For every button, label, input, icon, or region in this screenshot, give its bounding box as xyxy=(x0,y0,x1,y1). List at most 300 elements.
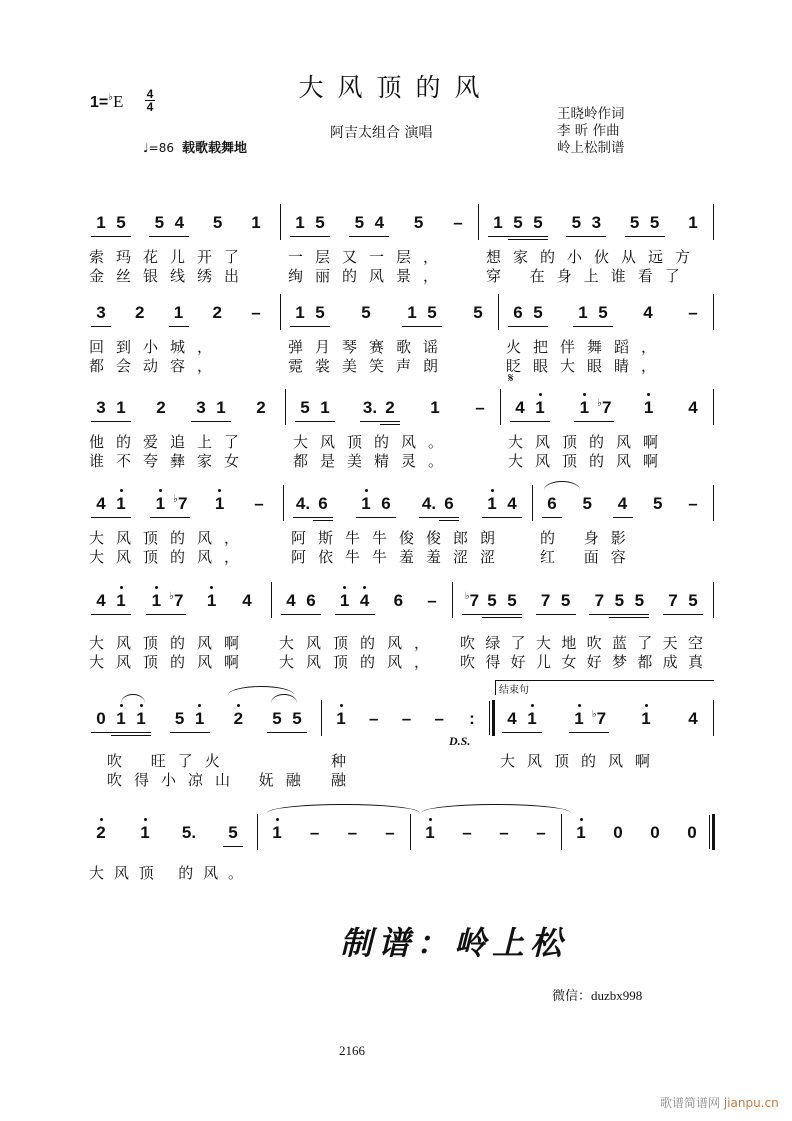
note-group xyxy=(683,212,703,234)
note-group xyxy=(249,493,269,515)
lyric-line-1: 的 身影 xyxy=(540,529,638,547)
note-group xyxy=(462,708,482,730)
note-group xyxy=(683,302,703,324)
barline xyxy=(478,204,479,240)
barline xyxy=(257,814,258,850)
wechat-contact: 微信：duzbx998 xyxy=(552,988,643,1003)
dash-note: – xyxy=(309,823,320,842)
measure xyxy=(275,590,448,624)
lyric-line-1: 阿斯牛牛俊俊郎朗 xyxy=(291,529,508,547)
dash-note: – xyxy=(347,823,358,842)
note-group xyxy=(356,302,376,324)
note: 6 xyxy=(439,493,459,515)
note: 1 xyxy=(573,302,593,324)
note-group xyxy=(91,302,111,324)
note-group xyxy=(625,212,665,234)
note: 1 xyxy=(488,212,508,234)
mood-marking: 载歌载舞地 xyxy=(181,141,247,156)
note-group xyxy=(682,822,702,844)
note: 0 xyxy=(687,823,697,842)
high-octave-dot xyxy=(120,489,123,492)
note: 5 xyxy=(413,213,424,232)
note: 3 xyxy=(91,302,111,324)
high-octave-dot xyxy=(218,489,221,492)
lyric-line-1: 大风顶的风， xyxy=(279,634,442,652)
note: 1 xyxy=(639,397,659,419)
note: 1 xyxy=(530,397,550,419)
note: 1 xyxy=(335,590,355,612)
note-group xyxy=(170,708,210,730)
note-group xyxy=(135,822,155,844)
note: 1 xyxy=(574,397,594,419)
lyric-line-2: 霓裳美笑声朗 xyxy=(288,357,451,375)
note-group xyxy=(210,493,230,515)
watermark xyxy=(660,1094,779,1111)
credits xyxy=(557,106,625,157)
note: 1 xyxy=(135,822,155,844)
note-group xyxy=(508,302,548,324)
lyric-line-2: 融 xyxy=(331,771,347,789)
note: 4 xyxy=(613,493,633,515)
note: 3 xyxy=(586,212,606,234)
note-group xyxy=(510,397,550,419)
note-group xyxy=(462,590,522,612)
note-group xyxy=(502,708,542,730)
note: 5 xyxy=(349,212,369,234)
barline xyxy=(713,485,714,521)
note-group xyxy=(571,822,591,844)
high-octave-dot xyxy=(580,818,583,821)
note-group xyxy=(305,822,325,844)
note: 1 xyxy=(190,708,210,730)
note: 1 xyxy=(571,822,591,844)
note: 4 xyxy=(502,708,522,730)
barline xyxy=(271,582,272,618)
barline xyxy=(713,389,714,425)
note: 4 xyxy=(643,303,653,322)
note-group xyxy=(542,493,562,515)
note: 5 xyxy=(582,494,592,513)
high-octave-dot xyxy=(645,704,648,707)
note: ♭7 xyxy=(166,590,186,612)
staff-system xyxy=(85,685,715,789)
note-group xyxy=(482,493,522,515)
note: 3 xyxy=(191,397,211,419)
note-group xyxy=(419,493,459,515)
lyric-line-1: 大风顶的风啊 xyxy=(508,433,671,451)
note: 6 xyxy=(393,591,404,610)
time-bottom: 4 xyxy=(146,100,154,114)
lyric-line-2: 大风顶的风啊 xyxy=(89,653,252,671)
note-group xyxy=(207,302,227,324)
lyric-line-2: 大风顶的风， xyxy=(279,653,442,671)
lyric-line-1: 一层又一层， xyxy=(288,248,451,266)
note: 5 xyxy=(287,708,307,730)
lyric-line-2: 红 面容 xyxy=(540,548,638,566)
note: 5 xyxy=(482,590,502,612)
dash-note: – xyxy=(434,709,444,728)
note-group xyxy=(149,212,189,234)
lyric-line-1: 大风顶的风， xyxy=(89,529,252,547)
note: 5 xyxy=(295,397,315,419)
note: 1 xyxy=(251,213,261,232)
high-octave-dot xyxy=(539,393,542,396)
lyricist-credit: 王晓岭作词 xyxy=(557,106,625,122)
lyric-line-1: 大风顶的风啊 xyxy=(500,752,663,770)
composer-credit: 李 昕 作曲 xyxy=(557,123,620,139)
dash-note: – xyxy=(453,213,463,232)
barline xyxy=(280,204,281,240)
lyric-line-1: 索玛花儿开了 xyxy=(89,248,252,266)
high-octave-dot xyxy=(120,704,123,707)
dash-note: – xyxy=(251,303,261,322)
note-group xyxy=(494,822,514,844)
lyric-line-1: 他的爱追上了 xyxy=(89,433,252,451)
barline xyxy=(452,582,453,618)
barline xyxy=(321,700,322,736)
watermark-en: jianpu.cn xyxy=(723,1096,779,1110)
lyric-line-2: 眨眼大眼睛， xyxy=(506,357,669,375)
high-octave-dot xyxy=(583,393,586,396)
note-group xyxy=(335,590,375,612)
note-group xyxy=(342,822,362,844)
note-group xyxy=(151,397,171,419)
dal-segno-marking: D.S. xyxy=(449,734,471,748)
note-group xyxy=(246,302,266,324)
measure xyxy=(565,822,708,856)
note-group xyxy=(663,590,703,612)
measure xyxy=(456,590,709,624)
key-prefix: 1= xyxy=(90,94,109,111)
note: 5 xyxy=(683,590,703,612)
note: 5 xyxy=(653,494,663,513)
measure xyxy=(289,397,496,431)
note: 2 xyxy=(156,398,166,417)
measure xyxy=(284,302,494,336)
note-group xyxy=(589,590,649,612)
high-octave-dot xyxy=(120,586,123,589)
dash-note: – xyxy=(385,823,395,842)
note: ♭7 xyxy=(462,590,482,612)
note-group xyxy=(228,708,248,730)
dash-note: – xyxy=(254,494,264,513)
note-group xyxy=(246,212,266,234)
note: 5 xyxy=(645,212,665,234)
staff-system xyxy=(85,371,715,470)
note-group xyxy=(645,822,665,844)
transcriber-credit: 岭上松制谱 xyxy=(557,140,625,156)
high-octave-dot xyxy=(198,704,201,707)
ending-bracket: 结束句 xyxy=(495,680,714,695)
note-group xyxy=(169,302,189,324)
staff-system xyxy=(85,590,715,671)
note-group xyxy=(429,708,449,730)
note-group xyxy=(536,590,576,612)
note: 5 xyxy=(267,708,287,730)
note-group xyxy=(237,590,257,612)
song-title: 大风顶的风 xyxy=(298,73,494,102)
note-group xyxy=(191,397,231,419)
note: 1 xyxy=(290,302,310,324)
note-group xyxy=(683,493,703,515)
note: 1 xyxy=(569,708,589,730)
note: 2 xyxy=(380,397,400,419)
barline xyxy=(712,814,715,850)
note: 1 xyxy=(111,590,131,612)
note: 3 xyxy=(91,397,111,419)
note: 5 xyxy=(609,590,629,612)
lyric-line-2: 绚丽的风景， xyxy=(288,267,451,285)
note: 1 xyxy=(111,397,131,419)
note-group xyxy=(91,397,131,419)
note: 6 xyxy=(542,493,562,515)
note: 2 xyxy=(228,708,248,730)
note: 5 xyxy=(556,590,576,612)
segno-sign: 𝄋 xyxy=(508,371,514,386)
note: 6 xyxy=(376,493,396,515)
lyric-line-1: 吹绿了大地吹蓝了天空 xyxy=(460,634,714,652)
measure xyxy=(85,590,263,624)
note: 7 xyxy=(663,590,683,612)
note-group xyxy=(569,708,609,730)
note: ♭7 xyxy=(594,397,614,419)
note: 2 xyxy=(91,822,111,844)
note: 1 xyxy=(522,708,542,730)
note-group xyxy=(150,493,190,515)
tie-slur xyxy=(121,694,145,703)
note-group xyxy=(356,493,396,515)
note-group xyxy=(648,493,668,515)
note: 5 xyxy=(629,590,649,612)
note-group xyxy=(468,302,488,324)
note: 5 xyxy=(528,212,548,234)
measure xyxy=(482,212,709,246)
tie-slur xyxy=(271,694,297,703)
note-group xyxy=(91,822,111,844)
note-group xyxy=(179,822,199,844)
note: 1 xyxy=(290,212,310,234)
note-group xyxy=(577,493,597,515)
dash-note: – xyxy=(462,823,472,842)
note-group xyxy=(130,302,150,324)
barline xyxy=(283,485,284,521)
dash-note: – xyxy=(427,591,437,610)
note: 7 xyxy=(536,590,556,612)
note: 4 xyxy=(169,212,189,234)
staff-system xyxy=(85,212,715,285)
note: 5. xyxy=(181,823,197,842)
barline xyxy=(410,814,411,850)
high-octave-dot xyxy=(365,489,368,492)
note-group xyxy=(608,822,628,844)
note: 4 xyxy=(91,590,111,612)
note-group xyxy=(360,397,400,419)
key-note: E xyxy=(112,92,124,111)
time-signature xyxy=(145,88,155,113)
note: 4 xyxy=(281,590,301,612)
note-group xyxy=(683,397,703,419)
lyric-line-2: 吹得小凉山 妩融 xyxy=(107,771,313,789)
barline xyxy=(713,294,714,330)
measure xyxy=(85,708,313,742)
high-octave-dot xyxy=(155,586,158,589)
note: 1 xyxy=(315,397,335,419)
note: 5 xyxy=(223,822,243,844)
high-octave-dot xyxy=(531,704,534,707)
note: 0 xyxy=(91,708,111,730)
note-group xyxy=(420,822,440,844)
note: 5 xyxy=(473,303,483,322)
tie-slur xyxy=(267,804,420,813)
tie-slur xyxy=(544,481,580,490)
note-group xyxy=(91,493,131,515)
note-group xyxy=(349,212,389,234)
lyric-line-2: 都会动容， xyxy=(89,357,225,375)
high-octave-dot xyxy=(144,818,147,821)
note: 5 xyxy=(593,302,613,324)
lyric-line-2: 穿 在身上谁看了 xyxy=(486,267,692,285)
barline xyxy=(498,294,499,330)
note: ♭7 xyxy=(170,493,190,515)
note-group xyxy=(409,212,429,234)
note: 3. xyxy=(360,397,380,419)
barline xyxy=(713,582,714,618)
time-top: 4 xyxy=(146,87,154,101)
note: 4 xyxy=(688,398,698,417)
note: 1 xyxy=(267,822,287,844)
staff-system xyxy=(85,302,715,375)
lyric-line-2: 大风顶的风啊 xyxy=(508,452,671,470)
note: 5 xyxy=(111,212,131,234)
dash-note: – xyxy=(475,398,485,417)
key-signature xyxy=(90,92,123,112)
lyric-line-1: 弹月琴赛歌谣 xyxy=(288,338,451,356)
note: 6 xyxy=(313,493,333,515)
note-group xyxy=(251,397,271,419)
high-octave-dot xyxy=(491,489,494,492)
measure xyxy=(536,493,709,527)
measure xyxy=(85,493,275,527)
dash-note: – xyxy=(536,823,546,842)
note: 4 xyxy=(502,493,522,515)
high-octave-dot xyxy=(159,489,162,492)
note: 1 xyxy=(131,708,151,730)
note: 4 xyxy=(688,709,698,728)
note-group xyxy=(91,708,151,730)
dash-note: – xyxy=(688,303,698,322)
note: 1 xyxy=(202,590,222,612)
high-octave-dot xyxy=(140,704,143,707)
note: 1 xyxy=(210,493,230,515)
note-group xyxy=(448,212,468,234)
note-group xyxy=(638,302,658,324)
note-group xyxy=(331,708,351,730)
note: 1 xyxy=(636,708,656,730)
barline xyxy=(713,204,714,240)
lyric-line-1: 想家的小伙从远方 xyxy=(486,248,703,266)
note: 1 xyxy=(169,302,189,324)
note: 4. xyxy=(419,493,439,515)
high-octave-dot xyxy=(340,704,343,707)
high-octave-dot xyxy=(343,586,346,589)
note-group xyxy=(91,590,131,612)
note: 0 xyxy=(650,823,660,842)
measure xyxy=(284,212,474,246)
note: 1 xyxy=(150,493,170,515)
note: 4 xyxy=(355,590,375,612)
note: 1 xyxy=(482,493,502,515)
barline xyxy=(532,485,533,521)
note: 4 xyxy=(242,591,252,610)
measure xyxy=(85,397,277,431)
note: 6 xyxy=(301,590,321,612)
lyric-line-1: 大风顶的风啊 xyxy=(89,634,252,652)
flat-symbol: ♭ xyxy=(108,92,113,103)
lyric-line-2: 吹得好儿女好梦都成真 xyxy=(460,653,714,671)
note: 1 xyxy=(356,493,376,515)
lyric-line-1: 回到小城， xyxy=(89,338,225,356)
note: 1 xyxy=(688,213,698,232)
note-group xyxy=(639,397,659,419)
high-octave-dot xyxy=(237,704,240,707)
note: 4 xyxy=(91,493,111,515)
note: 1 xyxy=(402,302,422,324)
staff-system xyxy=(85,493,715,566)
note: 4 xyxy=(369,212,389,234)
note: 4 xyxy=(510,397,530,419)
measure xyxy=(414,822,557,856)
note: 1 xyxy=(331,708,351,730)
lyric-line-1: 吹 旺了火 xyxy=(107,752,232,770)
note-group xyxy=(208,212,228,234)
note-group xyxy=(380,822,400,844)
lyric-line-2: 谁不夸彝家女 xyxy=(89,452,252,470)
note-group xyxy=(267,708,307,730)
note-group xyxy=(402,302,442,324)
note-group xyxy=(388,590,408,612)
note-group xyxy=(290,212,330,234)
note: 1 xyxy=(91,212,111,234)
measure xyxy=(85,302,272,336)
note: 0 xyxy=(613,823,623,842)
watermark-cn: 歌谱简谱网 xyxy=(660,1096,721,1110)
barline xyxy=(280,294,281,330)
high-octave-dot xyxy=(429,818,432,821)
note: 5 xyxy=(361,303,371,322)
note-group xyxy=(425,397,445,419)
note-group xyxy=(613,493,633,515)
barline xyxy=(285,389,286,425)
note: 1 xyxy=(211,397,231,419)
lyric-line-1: 大风顶 的风。 xyxy=(89,864,253,882)
high-octave-dot xyxy=(100,818,103,821)
singer-credit: 阿吉太组合 演唱 xyxy=(330,125,433,141)
note-group xyxy=(293,493,333,515)
note: 5 xyxy=(310,212,330,234)
note-group xyxy=(364,708,384,730)
measure xyxy=(85,822,249,856)
high-octave-dot xyxy=(647,393,650,396)
lyric-line-1: 种 xyxy=(331,752,347,770)
note: : xyxy=(469,709,475,728)
note-group xyxy=(146,590,186,612)
note: 4. xyxy=(293,493,313,515)
dash-note: – xyxy=(401,709,412,728)
note: 5 xyxy=(310,302,330,324)
note: 5 xyxy=(422,302,442,324)
lyric-line-1: 大风顶的风。 xyxy=(293,433,456,451)
note: 2 xyxy=(212,303,222,322)
